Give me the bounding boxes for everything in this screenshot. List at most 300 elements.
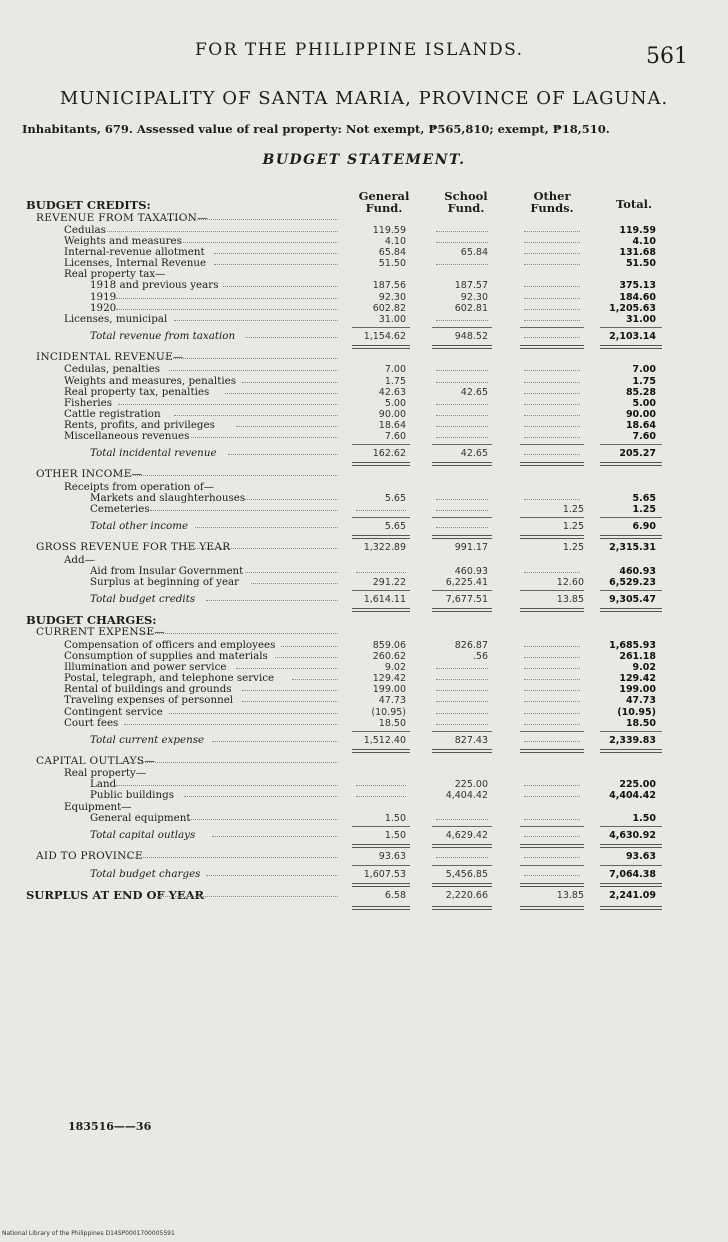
cell-g: 7.00 [384, 364, 406, 376]
leader-dots [228, 454, 338, 455]
cell-t: 5.65 [632, 492, 656, 504]
row-label: Total current expense [90, 733, 205, 746]
row-label: Real property tax— [64, 268, 166, 281]
leader-dots [184, 796, 338, 797]
row-label: Total revenue from taxation [90, 329, 236, 342]
budget-row [0, 431, 728, 442]
leader-dots [150, 510, 338, 511]
cell-s: 948.52 [454, 330, 488, 342]
empty-cell-dots [524, 679, 580, 680]
empty-cell-dots [436, 510, 488, 511]
double-rule-line [352, 844, 410, 848]
empty-cell-dots [524, 875, 580, 876]
empty-cell-dots [436, 679, 488, 680]
row-label: CAPITAL OUTLAYS— [36, 754, 156, 767]
print-code: 183516——36 [68, 1120, 152, 1133]
leader-dots [169, 370, 338, 371]
empty-cell-dots [436, 231, 488, 232]
row-label: Total capital outlays [90, 828, 196, 841]
row-label: 1918 and previous years [90, 279, 219, 292]
leader-dots [225, 393, 338, 394]
cell-g: 31.00 [378, 313, 406, 325]
double-rule-line [352, 883, 410, 887]
cell-g: 859.06 [372, 639, 406, 651]
empty-cell-dots [356, 572, 406, 573]
double-rule-line [520, 844, 584, 848]
budget-row [0, 469, 728, 482]
cell-t: 2,241.09 [609, 890, 656, 902]
cell-o: 1.25 [562, 520, 584, 532]
row-label: Receipts from operation of— [64, 480, 215, 493]
cell-g: 187.56 [372, 280, 406, 292]
cell-s: 187.57 [454, 280, 488, 292]
leader-dots [116, 309, 338, 310]
cell-t: 199.00 [619, 684, 656, 696]
rule-line [432, 590, 492, 591]
rule-line [520, 865, 584, 866]
municipality-title: MUNICIPALITY OF SANTA MARIA, PROVINCE OF LAGUNA. [59, 88, 669, 109]
empty-cell-dots [524, 242, 580, 243]
rule-line [432, 731, 492, 732]
row-label: AID TO PROVINCE [36, 849, 143, 862]
row-label: REVENUE FROM TAXATION— [36, 211, 208, 224]
rule-line [432, 444, 492, 445]
cell-s: 5,456.85 [445, 869, 488, 881]
leader-dots [116, 785, 338, 786]
empty-cell-dots [436, 437, 488, 438]
cell-s: 827.43 [454, 734, 488, 746]
row-label: Rental of buildings and grounds [64, 683, 232, 696]
cell-s: 42.65 [460, 386, 488, 398]
leader-dots [212, 741, 338, 742]
double-rule-line [520, 462, 584, 466]
cell-t: 225.00 [619, 779, 656, 791]
double-rule-line [432, 345, 492, 349]
budget-row [0, 830, 728, 841]
cell-s: 42.65 [460, 448, 488, 460]
cell-g: 291.22 [372, 576, 406, 588]
rule-line [520, 327, 584, 328]
cell-t: 129.42 [619, 673, 656, 685]
row-label: Postal, telegraph, and telephone service [64, 672, 275, 685]
row-label: SURPLUS AT END OF YEAR [26, 888, 205, 903]
leader-dots [214, 264, 338, 265]
cell-t: 18.50 [625, 717, 656, 729]
rule-line [432, 826, 492, 827]
cell-t: 460.93 [619, 565, 656, 577]
row-label: Consumption of supplies and materials [64, 650, 268, 663]
empty-cell-dots [524, 724, 580, 725]
row-label: Illumination and power service [64, 661, 227, 674]
budget-row [0, 577, 728, 588]
empty-cell-dots [436, 819, 488, 820]
empty-cell-dots [524, 836, 580, 837]
double-rule-line [600, 345, 662, 349]
double-rule-line [600, 883, 662, 887]
empty-cell-dots [436, 857, 488, 858]
leader-dots [186, 548, 338, 549]
cell-s: 991.17 [454, 542, 488, 554]
rule-line [520, 590, 584, 591]
cell-t: 93.63 [625, 850, 656, 862]
cell-o: 12.60 [556, 576, 584, 588]
cell-s: 65.84 [460, 247, 488, 259]
cell-g: 42.63 [378, 386, 406, 398]
cell-g: (10.95) [371, 706, 406, 718]
empty-cell-dots [524, 264, 580, 265]
double-rule-line [600, 535, 662, 539]
leader-dots [242, 382, 338, 383]
row-label: Traveling expenses of personnel [64, 694, 234, 707]
rule-line [520, 444, 584, 445]
row-label: Total budget credits [90, 592, 196, 605]
cell-t: 205.27 [619, 448, 656, 460]
row-label: Internal-revenue allotment [64, 246, 205, 259]
empty-cell-dots [436, 668, 488, 669]
cell-t: 7.60 [632, 431, 656, 442]
cell-g: 47.73 [378, 695, 406, 707]
cell-t: 9,305.47 [609, 593, 656, 605]
leader-dots [180, 242, 338, 243]
leader-dots [191, 437, 338, 438]
double-rule-line [600, 608, 662, 612]
empty-cell-dots [524, 231, 580, 232]
empty-cell-dots [524, 572, 580, 573]
cell-s: 460.93 [454, 565, 488, 577]
double-rule-line [352, 749, 410, 753]
leader-dots [214, 253, 338, 254]
row-label: Aid from Insular Government [90, 564, 244, 577]
leader-dots [236, 668, 338, 669]
cell-t: 1.75 [632, 375, 656, 387]
budget-table [0, 197, 728, 913]
leader-dots [242, 701, 338, 702]
leader-dots [223, 286, 338, 287]
cell-g: 4.10 [384, 236, 406, 248]
library-stamp: National Library of the Philippines D14SP0001700005591 [2, 1230, 175, 1237]
cell-g: 51.50 [378, 258, 406, 270]
empty-cell-dots [436, 382, 488, 383]
leader-dots [124, 724, 338, 725]
leader-dots [212, 836, 338, 837]
double-rule [0, 903, 728, 913]
leader-dots [245, 572, 338, 573]
cell-t: 119.59 [619, 225, 656, 236]
leader-dots [169, 713, 338, 714]
budget-row [0, 869, 728, 880]
rule-line [432, 517, 492, 518]
budget-row [0, 707, 728, 718]
cell-g: 1,607.53 [363, 869, 406, 881]
double-rule-line [520, 906, 584, 910]
cell-s: 92.30 [460, 291, 488, 303]
cell-t: 261.18 [619, 651, 656, 663]
budget-row [0, 521, 728, 532]
empty-cell-dots [436, 701, 488, 702]
empty-cell-dots [524, 286, 580, 287]
cell-g: 5.00 [384, 397, 406, 409]
budget-row [0, 555, 728, 566]
leader-dots [236, 426, 338, 427]
col-school-fund: School Fund. [444, 189, 488, 215]
cell-t: 131.68 [619, 247, 656, 259]
empty-cell-dots [524, 713, 580, 714]
double-rule-line [600, 906, 662, 910]
row-label: Cedulas [64, 224, 106, 236]
cell-s: 6,225.41 [445, 576, 488, 588]
rule-line [600, 731, 662, 732]
rule-line [520, 517, 584, 518]
page-number: 561 [646, 44, 688, 69]
cell-t: 2,103.14 [609, 330, 656, 342]
empty-cell-dots [436, 690, 488, 691]
leader-dots [251, 583, 338, 584]
cell-o: 1.25 [562, 503, 584, 515]
empty-cell-dots [436, 320, 488, 321]
budget-row [0, 331, 728, 342]
rule-line [600, 865, 662, 866]
cell-s: 4,404.42 [445, 790, 488, 802]
budget-row [0, 448, 728, 459]
empty-cell-dots [524, 320, 580, 321]
row-label: Markets and slaughterhouses [90, 491, 246, 504]
rule-line [600, 826, 662, 827]
budget-row [0, 813, 728, 824]
cell-g: 199.00 [372, 684, 406, 696]
empty-cell-dots [524, 819, 580, 820]
empty-cell-dots [436, 370, 488, 371]
row-label: Rents, profits, and privileges [64, 418, 215, 431]
cell-s: 2,220.66 [445, 890, 488, 902]
double-rule-line [600, 749, 662, 753]
row-label: Licenses, Internal Revenue [64, 257, 207, 270]
leader-dots [153, 896, 338, 897]
col-total: Total. [615, 197, 653, 211]
col-other-funds: Other Funds. [530, 189, 574, 215]
budget-row [0, 197, 728, 213]
cell-t: 47.73 [625, 695, 656, 707]
empty-cell-dots [524, 454, 580, 455]
rule-line [352, 865, 410, 866]
cell-t: 51.50 [625, 258, 656, 270]
empty-cell-dots [524, 426, 580, 427]
row-label: Total budget charges [90, 868, 201, 881]
cell-t: 7,064.38 [609, 869, 656, 881]
double-rule-line [432, 535, 492, 539]
cell-s: .56 [472, 651, 488, 663]
double-rule-line [352, 906, 410, 910]
leader-dots [195, 527, 338, 528]
row-label: Weights and measures, penalties [64, 374, 236, 387]
budget-row [0, 504, 728, 515]
row-label: Licenses, municipal [64, 312, 168, 325]
empty-cell-dots [436, 724, 488, 725]
cell-t: 4,404.42 [609, 790, 656, 802]
cell-t: 375.13 [619, 280, 656, 292]
cell-t: 5.00 [632, 397, 656, 409]
leader-dots [146, 358, 338, 359]
empty-cell-dots [436, 242, 488, 243]
row-label: BUDGET CHARGES: [26, 612, 157, 627]
rule-line [520, 826, 584, 827]
empty-cell-dots [524, 382, 580, 383]
empty-cell-dots [436, 499, 488, 500]
double-rule-line [600, 844, 662, 848]
cell-s: 602.81 [454, 302, 488, 314]
rule-line [600, 444, 662, 445]
cell-t: 6.90 [632, 520, 656, 532]
row-label: Weights and measures [64, 235, 182, 248]
row-label: Compensation of officers and employees [64, 638, 276, 651]
empty-cell-dots [524, 785, 580, 786]
running-title: FOR THE PHILIPPINE ISLANDS. [195, 40, 524, 60]
double-rule-line [600, 462, 662, 466]
empty-cell-dots [356, 785, 406, 786]
cell-t: 1.25 [632, 503, 656, 515]
empty-cell-dots [524, 337, 580, 338]
cell-s: 7,677.51 [445, 593, 488, 605]
cell-g: 93.63 [378, 850, 406, 862]
empty-cell-dots [524, 370, 580, 371]
cell-g: 162.62 [372, 448, 406, 460]
budget-row [0, 802, 728, 813]
empty-cell-dots [524, 298, 580, 299]
row-label: Equipment— [64, 800, 132, 813]
cell-t: (10.95) [617, 706, 656, 718]
cell-g: 5.65 [384, 492, 406, 504]
empty-cell-dots [356, 796, 406, 797]
row-label: Real property tax, penalties [64, 385, 210, 398]
leader-dots [130, 762, 338, 763]
empty-cell-dots [524, 393, 580, 394]
budget-row [0, 735, 728, 746]
empty-cell-dots [436, 264, 488, 265]
leader-dots [113, 475, 338, 476]
row-label: GROSS REVENUE FOR THE YEAR [36, 541, 231, 554]
cell-t: 85.28 [625, 386, 656, 398]
cell-t: 4,630.92 [609, 829, 656, 841]
cell-t: 18.64 [625, 419, 656, 431]
cell-t: 1,205.63 [609, 302, 656, 314]
empty-cell-dots [524, 668, 580, 669]
cell-s: 4,629.42 [445, 829, 488, 841]
rule-line [520, 731, 584, 732]
row-label: Add— [64, 553, 95, 566]
empty-cell-dots [356, 510, 406, 511]
cell-g: 260.62 [372, 651, 406, 663]
row-label: Total incidental revenue [90, 447, 217, 460]
empty-cell-dots [524, 404, 580, 405]
cell-s: 826.87 [454, 639, 488, 651]
leader-dots [118, 404, 338, 405]
leader-dots [116, 298, 338, 299]
row-label: BUDGET CREDITS: [26, 198, 151, 212]
empty-cell-dots [436, 527, 488, 528]
cell-t: 184.60 [619, 291, 656, 303]
budget-row [0, 851, 728, 864]
leader-dots [245, 499, 338, 500]
cell-g: 1.50 [384, 812, 406, 824]
cell-g: 1.75 [384, 375, 406, 387]
budget-row [0, 718, 728, 729]
double-rule-line [432, 883, 492, 887]
empty-cell-dots [436, 404, 488, 405]
double-rule-line [352, 462, 410, 466]
cell-o: 13.85 [556, 890, 584, 902]
row-label: Contingent service [64, 705, 163, 718]
leader-dots [124, 857, 338, 858]
cell-g: 6.58 [384, 890, 406, 902]
cell-t: 31.00 [625, 313, 656, 325]
cell-g: 119.59 [372, 225, 406, 236]
double-rule-line [520, 345, 584, 349]
leader-dots [206, 600, 338, 601]
empty-cell-dots [524, 741, 580, 742]
row-label: 1919 [90, 290, 117, 303]
cell-t: 2,339.83 [609, 734, 656, 746]
col-general-fund: General Fund. [358, 189, 410, 215]
statement-title: BUDGET STATEMENT. [262, 152, 466, 168]
cell-t: 1,685.93 [609, 639, 656, 651]
cell-t: 1.50 [632, 812, 656, 824]
row-label: Cemeteries [90, 502, 150, 515]
empty-cell-dots [436, 713, 488, 714]
rule-line [432, 865, 492, 866]
double-rule-line [432, 749, 492, 753]
row-label: Total other income [90, 519, 189, 532]
empty-cell-dots [524, 690, 580, 691]
rule-line [352, 731, 410, 732]
empty-cell-dots [524, 646, 580, 647]
cell-s: 225.00 [454, 779, 488, 791]
leader-dots [107, 231, 338, 232]
cell-g: 1,322.89 [363, 542, 406, 554]
budget-row [0, 364, 728, 375]
budget-row [0, 213, 728, 226]
row-label: Land [90, 778, 117, 791]
double-rule-line [352, 535, 410, 539]
row-label: Cattle registration [64, 407, 161, 420]
cell-g: 92.30 [378, 291, 406, 303]
cell-g: 9.02 [384, 662, 406, 674]
budget-row [0, 280, 728, 291]
budget-row [0, 376, 728, 387]
budget-row [0, 890, 728, 903]
row-label: 1920 [90, 301, 117, 314]
double-rule-line [352, 608, 410, 612]
empty-cell-dots [524, 437, 580, 438]
double-rule-line [520, 535, 584, 539]
cell-g: 90.00 [378, 408, 406, 420]
cell-g: 7.60 [384, 431, 406, 442]
leader-dots [242, 690, 338, 691]
leader-dots [245, 337, 338, 338]
double-rule-line [352, 345, 410, 349]
rule-line [352, 517, 410, 518]
row-label: CURRENT EXPENSE— [36, 626, 166, 639]
empty-cell-dots [436, 426, 488, 427]
rule-line [600, 517, 662, 518]
rule-line [352, 444, 410, 445]
row-label: INCIDENTAL REVENUE— [36, 350, 184, 363]
leader-dots [130, 633, 338, 634]
double-rule-line [432, 462, 492, 466]
cell-t: 6,529.23 [609, 576, 656, 588]
cell-g: 602.82 [372, 302, 406, 314]
budget-row [0, 695, 728, 706]
row-label: Cedulas, penalties [64, 363, 161, 376]
cell-g: 1,614.11 [363, 593, 406, 605]
